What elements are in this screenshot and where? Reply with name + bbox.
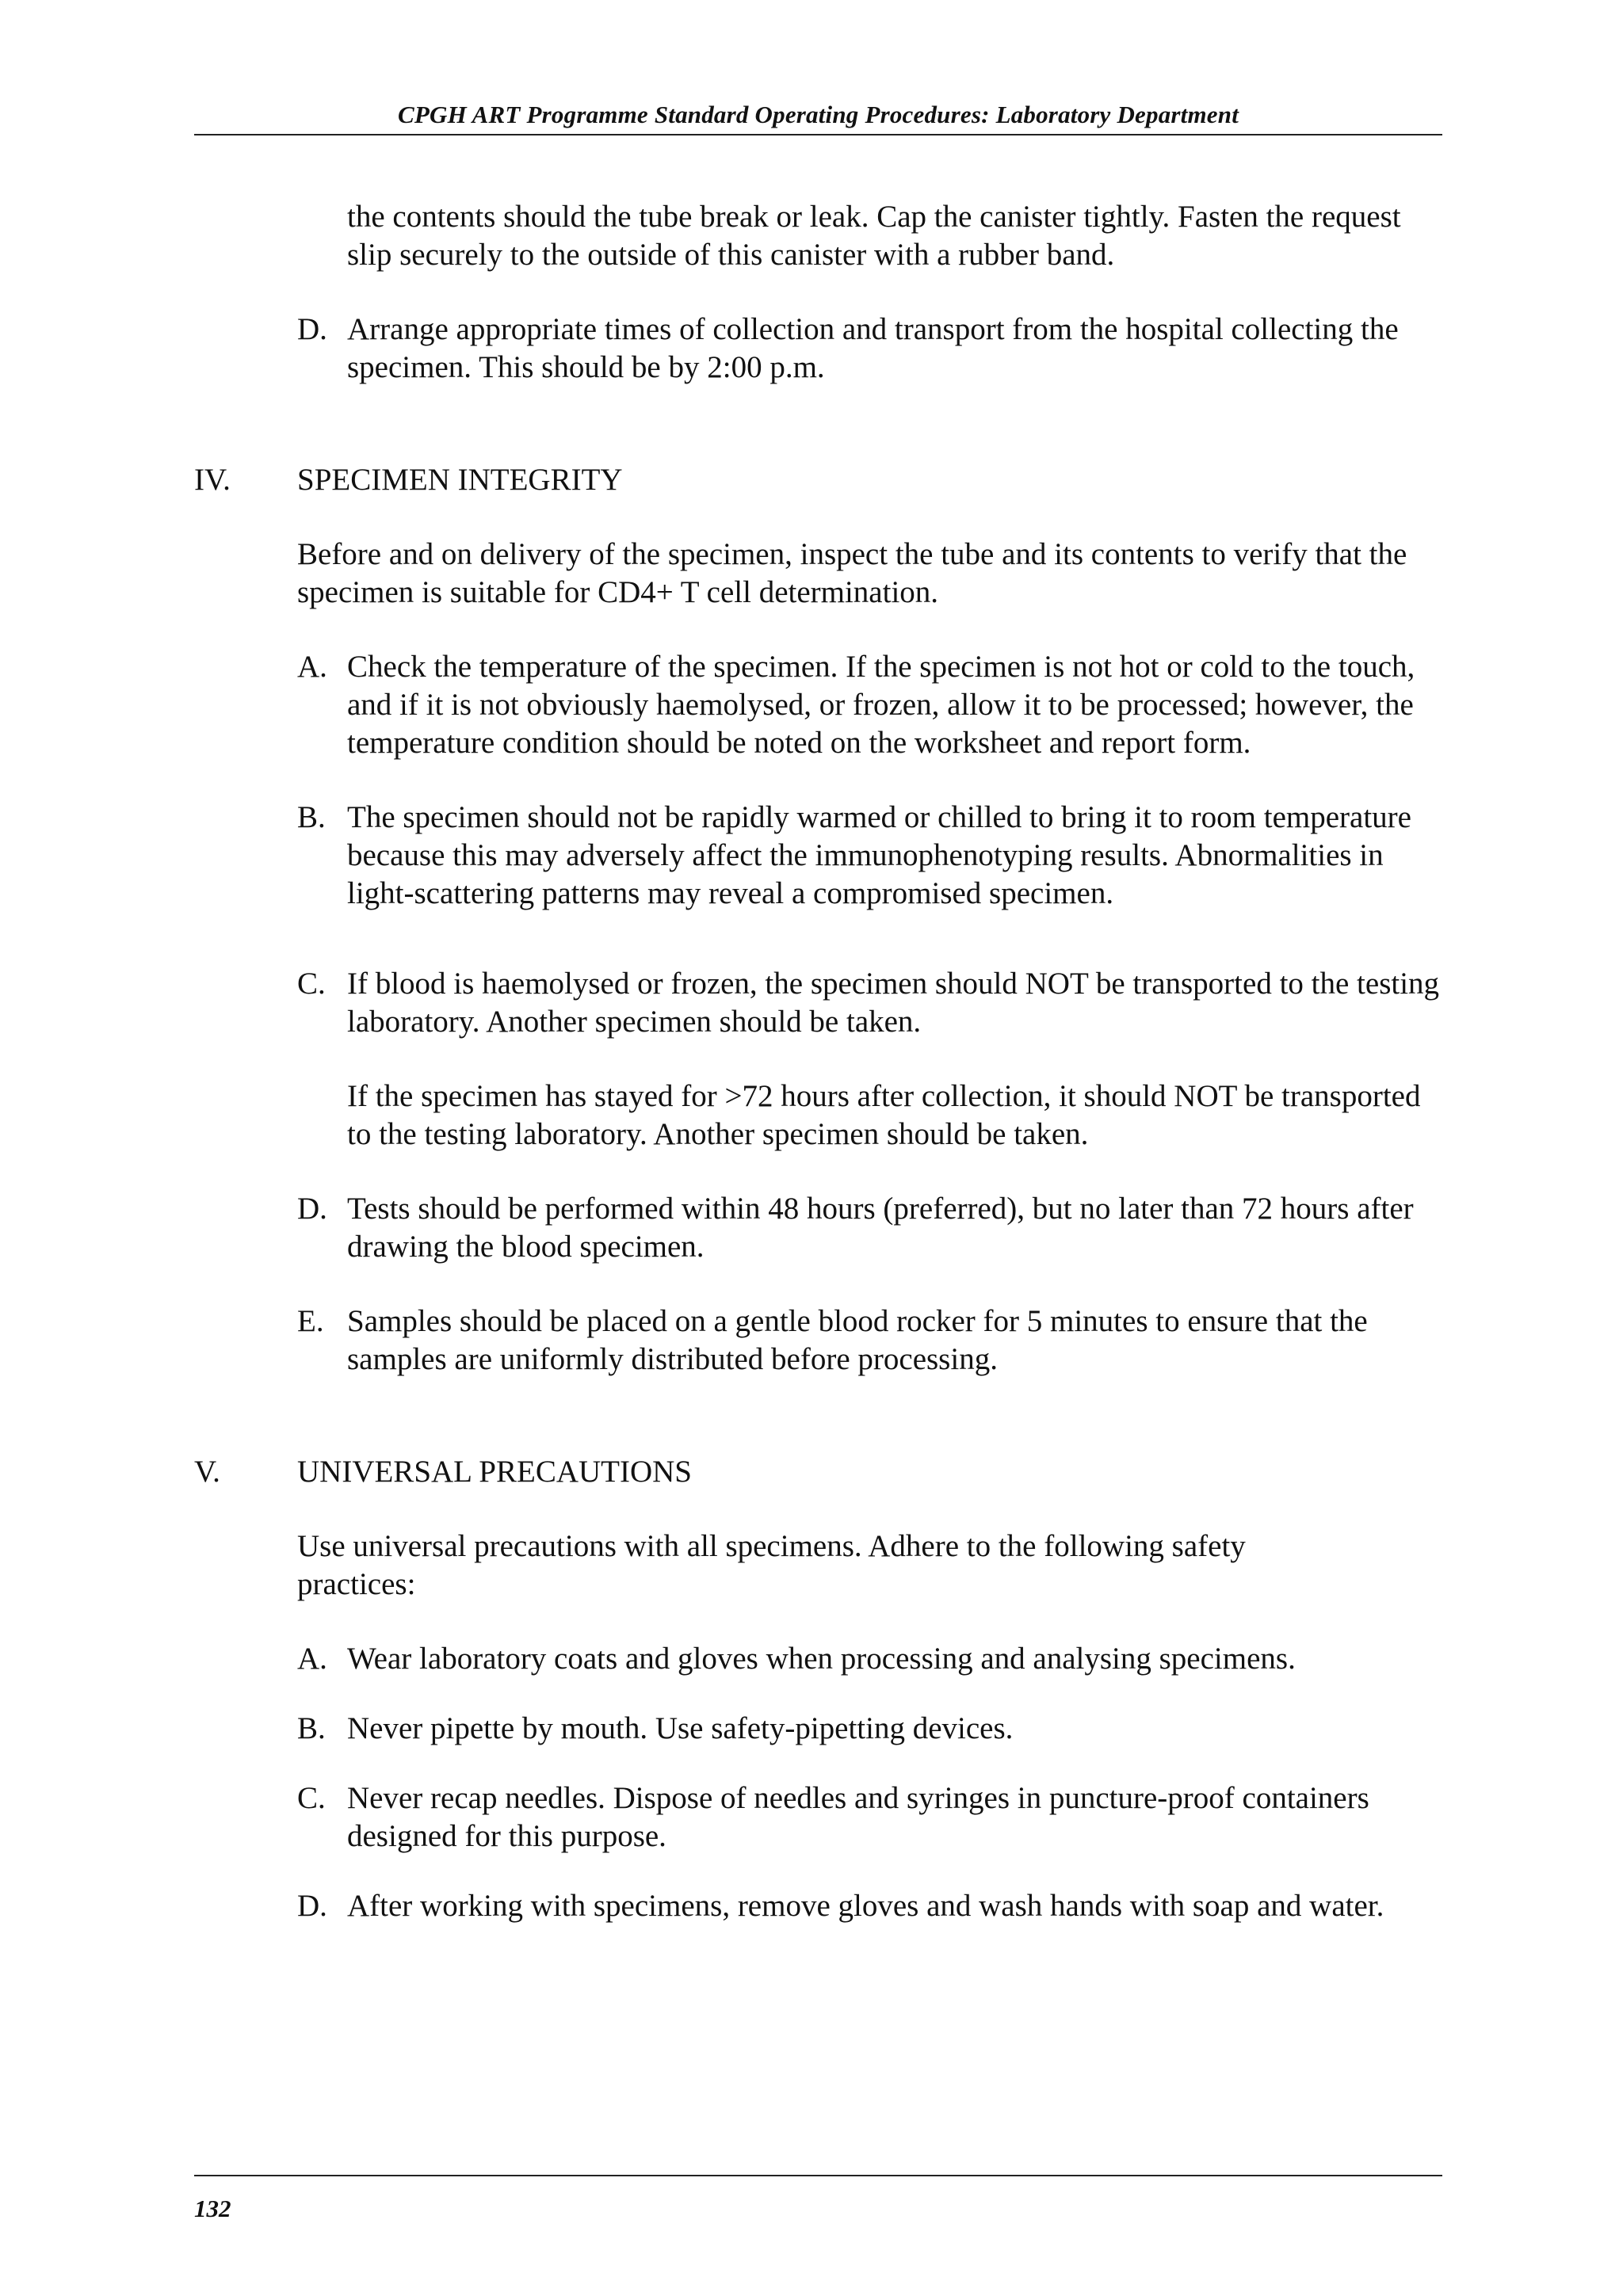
list-item-c-haemolysed xyxy=(297,965,1441,1154)
page-content xyxy=(194,198,1446,1925)
section-intro-paragraph: Use universal precautions with all specimens. Adhere to the following safety practices: xyxy=(297,1529,1246,1601)
section-heading-specimen-integrity xyxy=(194,461,1446,499)
section-numeral: V. xyxy=(194,1455,220,1489)
item-letter: C. xyxy=(297,967,326,1001)
list-item-a-temperature xyxy=(297,648,1441,762)
section-numeral: IV. xyxy=(194,463,231,497)
page-number: 132 xyxy=(194,2195,231,2222)
item-letter: B. xyxy=(297,800,326,834)
item-text: Never recap needles. Dispose of needles and syringes in puncture-proof containers designed for this purpose. xyxy=(347,1781,1369,1853)
item-letter: E. xyxy=(297,1304,324,1338)
list-item-e-rocker xyxy=(297,1302,1441,1379)
item-text: Never pipette by mouth. Use safety-pipetting devices. xyxy=(347,1711,1014,1745)
item-text: After working with specimens, remove gloves and wash hands with soap and water. xyxy=(347,1889,1384,1923)
item-letter: A. xyxy=(297,1642,327,1676)
item-letter: D. xyxy=(297,312,327,346)
list-item-a-coats xyxy=(297,1640,1441,1678)
item-text: Tests should be performed within 48 hours (preferred), but no later than 72 hours after drawing the blood specimen. xyxy=(347,1192,1414,1264)
section-heading-universal-precautions xyxy=(194,1453,1446,1491)
list-item-d-timing xyxy=(297,1190,1441,1266)
list-item-d-wash-hands xyxy=(297,1887,1441,1925)
item-letter: D. xyxy=(297,1889,327,1923)
list-item-b-warming xyxy=(297,799,1441,913)
item-text: Check the temperature of the specimen. If the specimen is not hot or cold to the touch, and if it is not obviously haemolysed, or frozen, allow it to be processed; however, the temperature condition should be noted on the worksheet and report form. xyxy=(347,650,1415,760)
section-title: SPECIMEN INTEGRITY xyxy=(297,463,623,497)
list-item-d-transport xyxy=(297,311,1441,387)
list-item-b-pipette xyxy=(297,1710,1441,1748)
header-rule xyxy=(194,134,1442,135)
section-title: UNIVERSAL PRECAUTIONS xyxy=(297,1455,692,1489)
item-letter: B. xyxy=(297,1711,326,1745)
item-text: Arrange appropriate times of collection and transport from the hospital collecting the specimen. This should be by 2:00 p.m. xyxy=(347,312,1399,384)
item-text: If blood is haemolysed or frozen, the specimen should NOT be transported to the testing laboratory. Another specimen should be taken. xyxy=(347,967,1440,1039)
footer-rule xyxy=(194,2175,1442,2176)
item-text: Samples should be placed on a gentle blood rocker for 5 minutes to ensure that the samples are uniformly distributed before processing. xyxy=(347,1304,1368,1376)
item-text: The specimen should not be rapidly warmed or chilled to bring it to room temperature because this may adversely affect the immunophenotyping results. Abnormalities in light-scattering patterns may reveal a compromised specimen. xyxy=(347,800,1411,910)
item-letter: A. xyxy=(297,650,327,684)
section-intro-paragraph: Before and on delivery of the specimen, inspect the tube and its contents to verify that the specimen is suitable for CD4+ T cell determination. xyxy=(297,537,1407,609)
item-letter: D. xyxy=(297,1192,327,1226)
item-text: Wear laboratory coats and gloves when processing and analysing specimens. xyxy=(347,1642,1296,1676)
continued-paragraph: the contents should the tube break or leak. Cap the canister tightly. Fasten the request slip securely to the outside of this canister with a rubber band. xyxy=(347,200,1401,272)
item-sub-paragraph: If the specimen has stayed for >72 hours after collection, it should NOT be transported to the testing laboratory. Another specimen should be taken. xyxy=(347,1079,1421,1151)
running-header: CPGH ART Programme Standard Operating Procedures: Laboratory Department xyxy=(397,101,1239,128)
list-item-c-needles xyxy=(297,1779,1441,1855)
item-letter: C. xyxy=(297,1781,326,1815)
